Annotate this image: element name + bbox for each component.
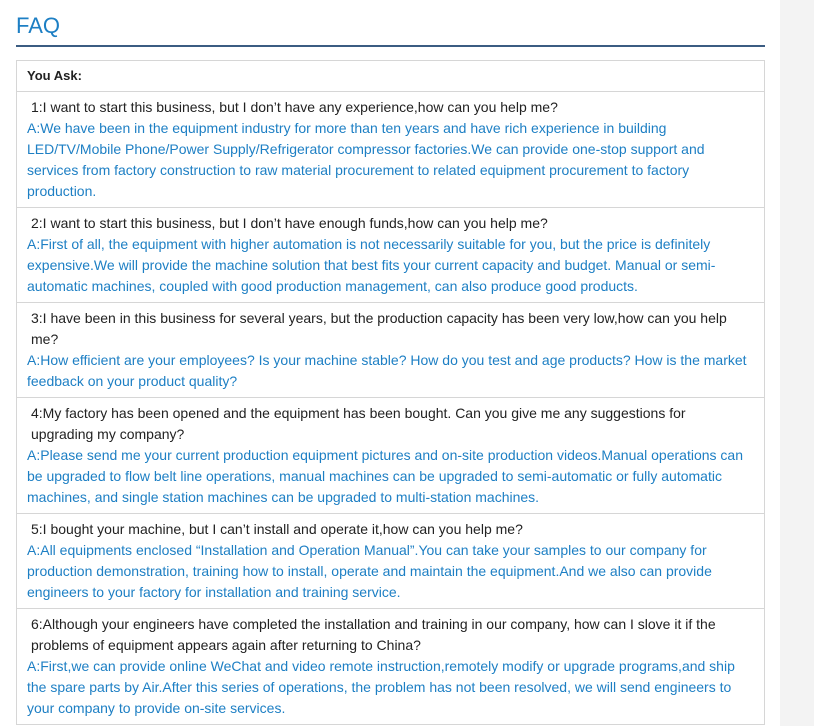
faq-answer: A:All equipments enclosed “Installation and Operation Manual”.You can take your samples to our company for production demonstration, training how to install, operate and maintain the equipment.And we also can provide engineers to your factory for installation and training service. [27, 542, 712, 600]
faq-answer: A:How efficient are your employees? Is your machine stable? How do you test and age products? How is the market feedback on your product quality? [27, 352, 747, 389]
faq-answer: A:First,we can provide online WeChat and video remote instruction,remotely modify or upgrade programs,and ship the spare parts by Air.After this series of operations, the problem has not been resolved, we will send engineers to your company to provide on-site services. [27, 658, 735, 716]
faq-item-6 [17, 609, 764, 724]
faq-question: 4:My factory has been opened and the equipment has been bought. Can you give me any suggestions for upgrading my company? [31, 405, 686, 442]
faq-item-4 [17, 398, 764, 514]
faq-answer: A:First of all, the equipment with higher automation is not necessarily suitable for you, but the price is definitely expensive.We will provide the machine solution that best fits your current capacity and budget. Manual or semi-automatic machines, coupled with good production management, can also produce good products. [27, 236, 716, 294]
faq-question: 2:I want to start this business, but I don’t have enough funds,how can you help me? [31, 215, 548, 231]
page-title: FAQ [16, 13, 61, 38]
faq-question: 6:Although your engineers have completed the installation and training in our company, how can I slove it if the problems of equipment appears again after returning to China? [31, 616, 716, 653]
faq-item-1 [17, 92, 764, 208]
faq-item-2 [17, 208, 764, 303]
faq-answer: A:We have been in the equipment industry for more than ten years and have rich experience in building LED/TV/Mobile Phone/Power Supply/Refrigerator compressor factories.We can provide one-stop support and services from factory construction to raw material procurement to related equipment procurement to factory production. [27, 120, 705, 199]
faq-item-5 [17, 514, 764, 609]
faq-header: You Ask: [17, 61, 764, 92]
title-divider [16, 45, 765, 47]
faq-question: 3:I have been in this business for several years, but the production capacity has been very low,how can you help me? [31, 310, 727, 347]
faq-item-3 [17, 303, 764, 398]
faq-answer: A:Please send me your current production equipment pictures and on-site production videos.Manual operations can be upgraded to flow belt line operations, manual machines can be upgraded to semi-automatic or fully automatic machines, and single station machines can be upgraded to multi-station machines. [27, 447, 743, 505]
faq-table [16, 60, 765, 725]
faq-question: 1:I want to start this business, but I don’t have any experience,how can you help me? [31, 99, 558, 115]
faq-question: 5:I bought your machine, but I can’t install and operate it,how can you help me? [31, 521, 523, 537]
page-right-margin [780, 0, 814, 726]
